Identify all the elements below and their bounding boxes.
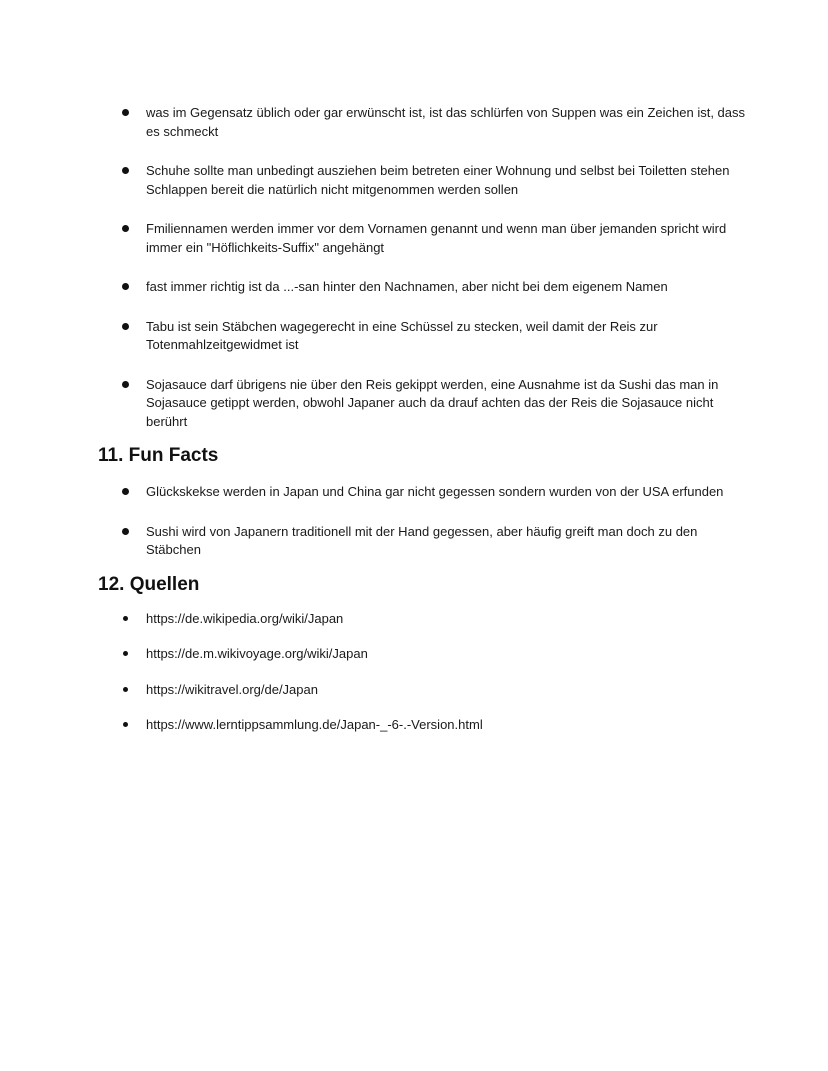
list-item: Sojasauce darf übrigens nie über den Reis gekippt werden, eine Ausnahme ist da Sushi das man in Sojasauce getippt werden, obwohl Japaner auch da drauf achten das der Reis die Sojasauce nicht berührt bbox=[98, 376, 748, 432]
bullet-icon bbox=[123, 722, 128, 727]
sources-list bbox=[98, 610, 748, 735]
bullet-icon bbox=[123, 651, 128, 656]
section-heading-quellen: 12. Quellen bbox=[98, 573, 200, 595]
source-link[interactable]: https://de.wikipedia.org/wiki/Japan bbox=[98, 610, 748, 629]
list-item: Sushi wird von Japanern traditionell mit der Hand gegessen, aber häufig greift man doch zu den Stäbchen bbox=[98, 523, 748, 560]
list-item: Schuhe sollte man unbedingt ausziehen beim betreten einer Wohnung und selbst bei Toiletten stehen Schlappen bereit die natürlich nicht mitgenommen werden sollen bbox=[98, 162, 748, 199]
document-content bbox=[98, 104, 748, 752]
list-item: was im Gegensatz üblich oder gar erwünscht ist, ist das schlürfen von Suppen was ein Zeichen ist, dass es schmeckt bbox=[98, 104, 748, 141]
list-item: fast immer richtig ist da ...-san hinter den Nachnamen, aber nicht bei dem eigenem Namen bbox=[98, 278, 748, 297]
source-link[interactable]: https://wikitravel.org/de/Japan bbox=[98, 681, 748, 700]
source-link[interactable]: https://de.m.wikivoyage.org/wiki/Japan bbox=[98, 645, 748, 664]
bullet-icon bbox=[123, 687, 128, 692]
bullet-icon bbox=[122, 528, 129, 535]
section-heading-fun-facts: 11. Fun Facts bbox=[98, 445, 219, 466]
list-item: Glückskekse werden in Japan und China gar nicht gegessen sondern wurden von der USA erfunden bbox=[98, 483, 748, 502]
list-item: Tabu ist sein Stäbchen wagegerecht in eine Schüssel zu stecken, weil damit der Reis zur Totenmahlzeitgewidmet ist bbox=[98, 318, 748, 355]
bullet-icon bbox=[122, 381, 129, 388]
list-item: Fmiliennamen werden immer vor dem Vornamen genannt und wenn man über jemanden spricht wird immer ein "Höflichkeits-Suffix" angehängt bbox=[98, 220, 748, 257]
etiquette-list bbox=[98, 104, 748, 431]
bullet-icon bbox=[122, 283, 129, 290]
bullet-icon bbox=[123, 616, 128, 621]
bullet-icon bbox=[122, 323, 129, 330]
bullet-icon bbox=[122, 167, 129, 174]
fun-facts-list bbox=[98, 483, 748, 560]
bullet-icon bbox=[122, 225, 129, 232]
bullet-icon bbox=[122, 488, 129, 495]
source-link[interactable]: https://www.lerntippsammlung.de/Japan-_-6-.-Version.html bbox=[98, 716, 748, 735]
bullet-icon bbox=[122, 109, 129, 116]
